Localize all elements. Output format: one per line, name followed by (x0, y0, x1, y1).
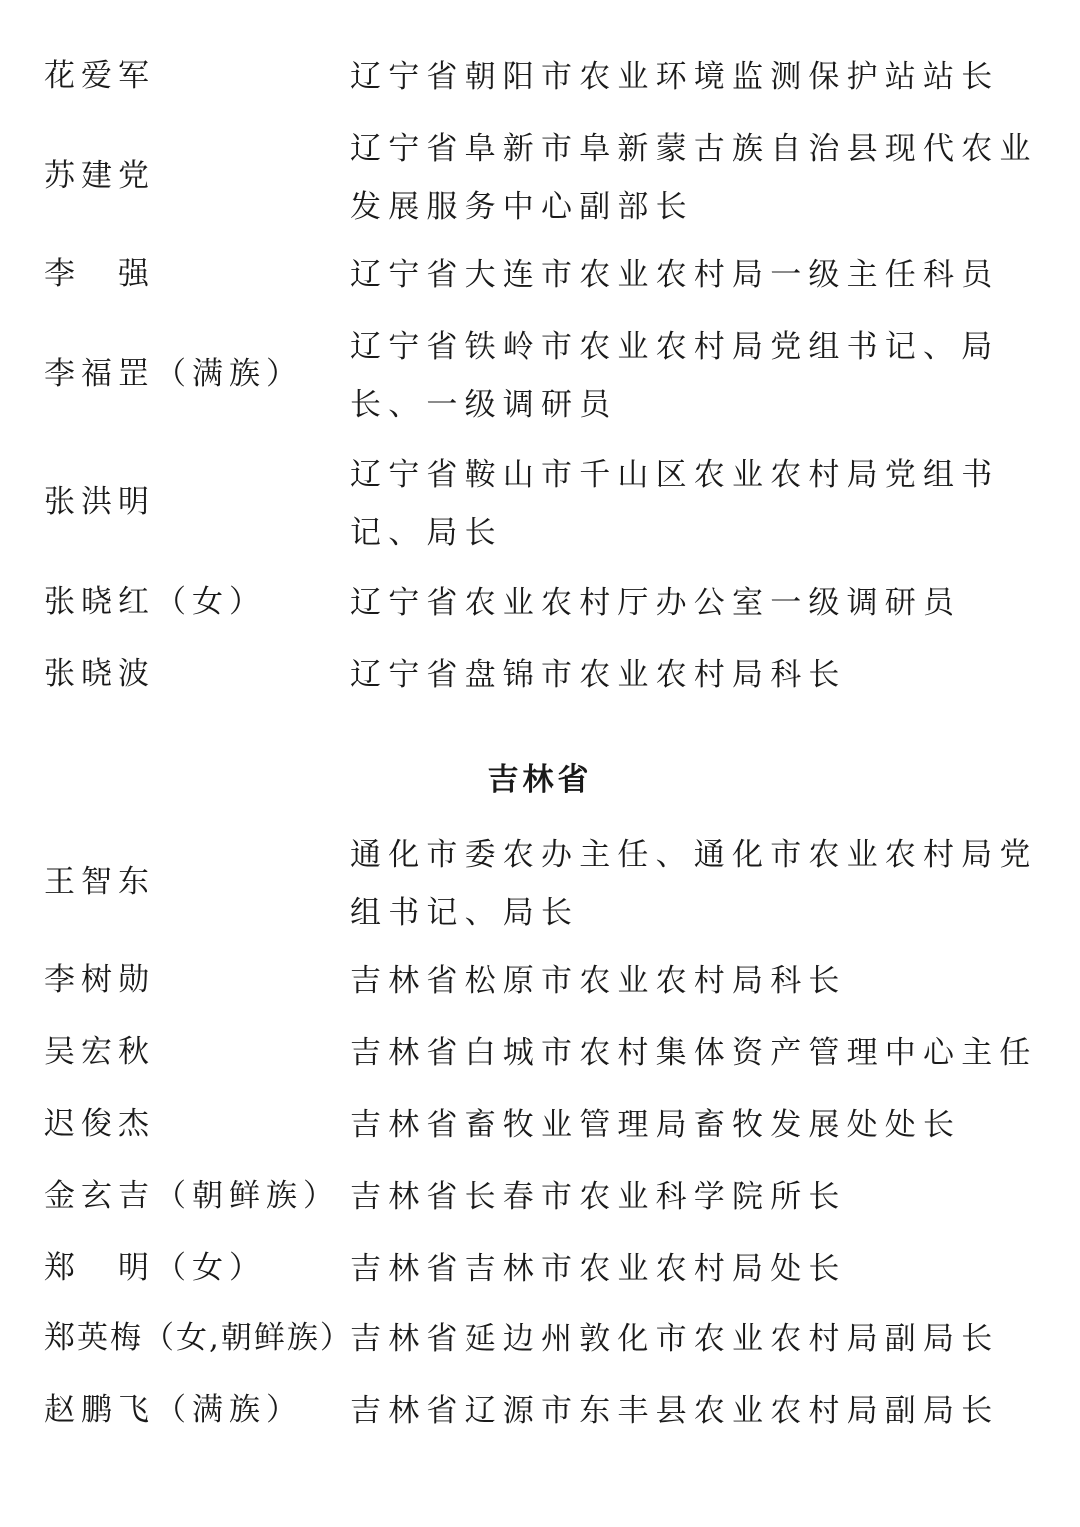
person-title: 吉林省松原市农业农村局科长 (350, 963, 847, 999)
section-heading: 吉林省 (487, 762, 593, 798)
person-name: 吴宏秋 (44, 1034, 155, 1070)
person-name: 花爱军 (44, 58, 155, 94)
person-title: 辽宁省大连市农业农村局一级主任科员 (350, 257, 1000, 293)
person-name: 郑 明（女） (44, 1250, 266, 1286)
person-name: 李 强 (44, 256, 155, 292)
person-title: 吉林省畜牧业管理局畜牧发展处处长 (350, 1107, 962, 1143)
person-title: 吉林省延边州敦化市农业农村局副局长 (350, 1321, 1000, 1357)
person-name: 郑英梅（女,朝鲜族） (44, 1320, 353, 1356)
person-title: 辽宁省铁岭市农业农村局党组书记、局长、一级调研员 (350, 329, 1000, 423)
person-title: 通化市委农办主任、通化市农业农村局党组书记、局长 (350, 837, 1038, 931)
person-title: 吉林省白城市农村集体资产管理中心主任 (350, 1035, 1038, 1071)
person-name: 苏建党 (44, 158, 155, 194)
person-name: 赵鹏飞（满族） (44, 1392, 303, 1428)
person-name: 张晓红（女） (44, 584, 266, 620)
person-title: 辽宁省农业农村厅办公室一级调研员 (350, 585, 962, 621)
person-name: 迟俊杰 (44, 1106, 155, 1142)
person-name: 张洪明 (44, 484, 155, 520)
person-title: 吉林省长春市农业科学院所长 (350, 1179, 847, 1215)
person-title: 吉林省辽源市东丰县农业农村局副局长 (350, 1393, 1000, 1429)
person-title: 辽宁省鞍山市千山区农业农村局党组书记、局长 (350, 457, 1000, 551)
person-name: 张晓波 (44, 656, 155, 692)
person-title: 吉林省吉林市农业农村局处长 (350, 1251, 847, 1287)
person-name: 王智东 (44, 864, 155, 900)
person-title: 辽宁省朝阳市农业环境监测保护站站长 (350, 59, 1000, 95)
person-title: 辽宁省盘锦市农业农村局科长 (350, 657, 847, 693)
person-title: 辽宁省阜新市阜新蒙古族自治县现代农业发展服务中心副部长 (350, 131, 1038, 225)
person-name: 李福罡（满族） (44, 356, 303, 392)
person-name: 金玄吉（朝鲜族） (44, 1178, 340, 1214)
person-name: 李树勋 (44, 962, 155, 998)
